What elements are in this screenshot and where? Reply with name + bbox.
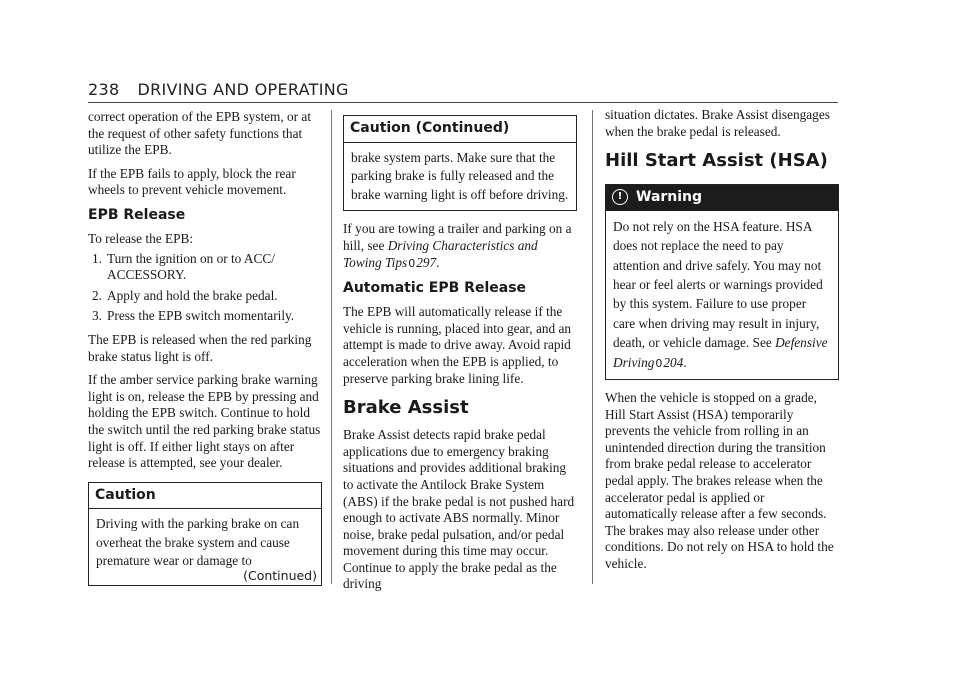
warning-title: Warning — [636, 189, 703, 206]
step-number: 1. — [92, 250, 102, 266]
caution-continued-box — [343, 115, 577, 211]
paragraph: To release the EPB: — [88, 230, 194, 246]
paragraph: Brake Assist detects rapid brake pedal applications due to emergency braking situations and provides additional braking to activate the Antilock Brake System (ABS) if the brake pedal is not pushed hard enough to activate ABS normally. Minor noise, brake pedal pulsation, and/or pedal movement during this time may occur. Continue to apply the brake pedal as the driving — [343, 427, 575, 592]
section-title: DRIVING AND OPERATING — [137, 80, 349, 99]
page-number: 238 — [88, 80, 120, 99]
list-item — [88, 251, 322, 284]
column-3 — [605, 107, 839, 580]
text-run: . — [683, 354, 687, 370]
caution-continued-text: brake system parts. Make sure that the parking brake is fully released and the brake warning light is off before driving. — [351, 149, 569, 202]
paragraph: correct operation of the EPB system, or at the request of other safety functions that utilize the EPB. — [88, 109, 312, 158]
text-run: . — [436, 254, 440, 270]
caution-continued-title: Caution (Continued) — [344, 116, 576, 143]
warning-header — [606, 185, 838, 211]
running-header — [88, 80, 838, 102]
caution-box — [88, 482, 322, 586]
step-text: Press the EPB switch momentarily. — [107, 308, 295, 324]
list-item — [88, 288, 322, 305]
paragraph: situation dictates. Brake Assist disengages when the brake pedal is released. — [605, 107, 830, 139]
release-steps — [88, 251, 322, 325]
column-divider-2 — [592, 110, 593, 584]
step-number: 3. — [92, 308, 102, 324]
paragraph: When the vehicle is stopped on a grade, Hill Start Assist (HSA) temporarily prevents the vehicle from rolling in an unintended direction during the transition from brake pedal release to accelerator pedal apply. The brakes release when the accelerator pedal is applied or automatically release after a few seconds. The brakes may also release under other conditions. Do not rely on HSA to hold the vehicle. — [605, 390, 834, 571]
page-reference[interactable]: 297 — [416, 254, 437, 270]
paragraph: The EPB is released when the red parking brake status light is off. — [88, 331, 312, 364]
column-divider-1 — [331, 110, 332, 584]
cross-reference-link[interactable]: Driving Characteristics and Towing Tips — [343, 237, 538, 270]
continued-label: (Continued) — [243, 568, 317, 584]
heading-hill-start-assist: Hill Start Assist (HSA) — [605, 150, 828, 172]
list-item — [88, 308, 322, 325]
warning-text — [606, 211, 838, 379]
paragraph: If the EPB fails to apply, block the rear wheels to prevent vehicle movement. — [88, 165, 296, 198]
paragraph: If the amber service parking brake warning light is on, release the EPB by pressing and holding the EPB switch. Continue to hold the switch until the red parking brake status light is off. If either light stays on after release is attempted, see your dealer. — [88, 372, 321, 471]
text-run: Do not rely on the HSA feature. HSA does not replace the need to pay attention and drive safely. You may not hear or feel alerts or warnings provided by this system. Failure to use proper care when driving may result in injury, death, or vehicle damage. See — [613, 218, 823, 351]
page-reference[interactable]: 204 — [663, 354, 684, 370]
step-text: Turn the ignition on or to ACC/ ACCESSORY. — [107, 250, 275, 283]
heading-brake-assist: Brake Assist — [343, 397, 469, 419]
caution-title: Caution — [89, 483, 321, 510]
column-2 — [343, 111, 577, 600]
paragraph: The EPB will automatically release if the vehicle is running, placed into gear, and an attempt is made to drive away. Avoid rapid acceleration when the EPB is applied, to preserve parking brake lining life. — [343, 304, 572, 386]
heading-epb-release: EPB Release — [88, 206, 186, 223]
cross-reference-link[interactable]: Defensive Driving — [613, 335, 828, 370]
column-1 — [88, 109, 322, 596]
step-number: 2. — [92, 287, 102, 303]
page-ref-icon: 0 — [408, 256, 416, 270]
paragraph — [343, 221, 577, 272]
warning-icon: ! — [612, 189, 628, 205]
text-run: If you are towing a trailer and parking on a hill, see — [343, 221, 572, 253]
step-text: Apply and hold the brake pedal. — [107, 287, 278, 303]
header-rule — [88, 102, 838, 103]
warning-box — [605, 184, 839, 380]
heading-automatic-epb-release: Automatic EPB Release — [343, 280, 527, 297]
caution-text: Driving with the parking brake on can overheat the brake system and cause premature wear or damage to — [96, 516, 300, 569]
page-ref-icon: 0 — [655, 356, 663, 370]
